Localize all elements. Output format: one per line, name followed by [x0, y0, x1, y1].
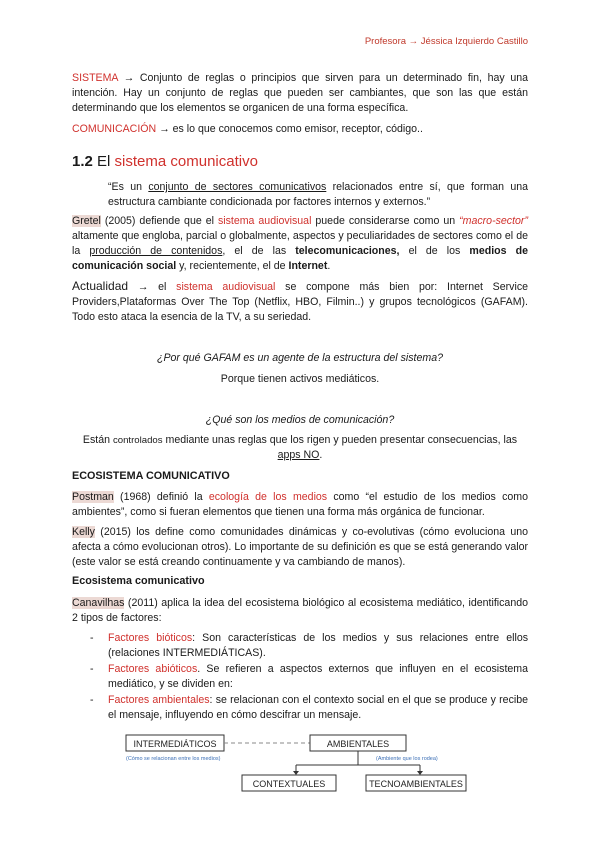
postman-name: Postman: [72, 491, 114, 503]
comunicacion-text: es lo que conocemos como emisor, receptor, código..: [172, 123, 423, 135]
factor-text: : Son características de los medios y sus relaciones entre ellos (relaciones INTERMEDIÁTICAS).: [108, 632, 529, 659]
list-dash: -: [90, 694, 94, 706]
sistema-text: Conjunto de reglas o principios que sirven para un determinado fin, hay una intención. Hay un conjunto de reglas que pueden ser cambiantes, que son las que están determinando que los elementos se organicen de una forma específica.: [72, 72, 529, 114]
answer-medios: [72, 433, 528, 463]
quote-open: “Es un: [108, 181, 149, 193]
ecosistema-subheading: Ecosistema comunicativo: [72, 575, 205, 587]
answer-medios-a2: mediante unas reglas que los rigen y pueden presentar consecuencias, las: [162, 434, 518, 446]
gretel-t7: .: [327, 260, 331, 272]
ecosystem-diagram: [120, 727, 472, 799]
answer-medios-a1: Están: [82, 434, 113, 446]
postman-paragraph: [72, 490, 528, 520]
gretel-produccion: producción de contenidos: [89, 245, 223, 257]
comunicacion-definition: [72, 122, 528, 137]
sistema-arrow: →: [117, 72, 140, 84]
actualidad-paragraph: [72, 279, 528, 325]
arrow-right-head: [417, 771, 423, 775]
gretel-t4: , el de las: [222, 245, 296, 257]
canavilhas-t1: (2011) aplica la idea del ecosistema biológico al ecosistema mediático, identificando 2 tipos de factores:: [72, 597, 528, 624]
ecosistema-heading: ECOSISTEMA COMUNICATIVO: [72, 470, 230, 482]
gretel-medios: medios de comunicación social: [72, 245, 528, 272]
gretel-telecom: telecomunicaciones,: [295, 245, 400, 257]
postman-t2: como “el estudio de los medios como ambientes”, como si fueran elementos que tienen una forma más orgánica de funcionar.: [72, 491, 529, 518]
note-left: (Cómo se relacionan entre los medios): [126, 756, 221, 762]
factor-text: . Se refieren a aspectos externos que influyen en el ecosistema mediático, y se dividen en:: [108, 663, 528, 690]
list-item: [72, 662, 528, 692]
gretel-name: Gretel: [72, 215, 101, 227]
factors-list: [72, 631, 528, 724]
factor-term: Factores bióticos: [108, 632, 193, 644]
canavilhas-paragraph: [72, 596, 528, 626]
list-item: [72, 693, 528, 723]
actualidad-sistema: sistema audiovisual: [176, 281, 276, 293]
gretel-t5: el de los: [399, 245, 470, 257]
gretel-t6: y, recientemente, el de: [176, 260, 289, 272]
kelly-name: Kelly: [72, 526, 95, 538]
note-right: (Ambiente que los rodea): [376, 756, 438, 762]
factor-term: Factores abióticos: [108, 663, 198, 675]
section-title: sistema comunicativo: [114, 153, 258, 170]
kelly-t1: (2015) los define como comunidades dinámicas y co-evolutivas (cómo evoluciona uno afecta a cómo evolucionan otros). Lo importante de su definición es que se está generando valor (este valor se está creando continuamente y va cambiando de manos).: [72, 526, 528, 568]
gretel-t3: altamente que engloba, parcial o globalmente, aspectos y peculiaridades de sectores como el de la: [72, 230, 528, 257]
quote-underlined: conjunto de sectores comunicativos: [148, 181, 327, 193]
gretel-macro-sector: “macro-sector”: [459, 215, 528, 227]
actualidad-t1: → el: [128, 281, 177, 293]
tecnoambientales-label: TECNOAMBIENTALES: [369, 779, 463, 789]
gretel-internet: Internet: [288, 260, 328, 272]
answer-gafam: Porque tienen activos mediáticos.: [220, 373, 380, 385]
postman-ecologia: ecología de los medios: [208, 491, 328, 503]
question-gafam: ¿Por qué GAFAM es un agente de la estructura del sistema?: [157, 352, 443, 364]
comunicacion-arrow: →: [156, 123, 173, 135]
section-pre: El: [97, 153, 115, 170]
answer-medios-apps: apps NO: [277, 449, 320, 461]
list-item: [72, 631, 528, 661]
ambientales-label: AMBIENTALES: [326, 739, 390, 749]
postman-t1: (1968) definió la: [113, 491, 209, 503]
kelly-paragraph: [72, 525, 528, 570]
intermediaticos-label: INTERMEDIÁTICOS: [133, 739, 217, 749]
actualidad-t2: se compone más bien por: Internet Service Providers,Plataformas Over The Top (Netflix, HBO, Filmin..) y grupos tecnológicos (GAFAM). Todo esto ataca la esencia de la TV, a su seriedad.: [72, 281, 529, 323]
gretel-paragraph: [72, 214, 528, 274]
page-header: Profesora → Jéssica Izquierdo Castillo: [364, 36, 528, 47]
list-dash: -: [90, 663, 94, 675]
sistema-term: SISTEMA: [72, 72, 118, 84]
question-medios: ¿Qué son los medios de comunicación?: [205, 414, 395, 426]
sistema-definition: [72, 71, 528, 116]
gretel-t1: (2005) defiende que el: [100, 215, 218, 227]
list-dash: -: [90, 632, 94, 644]
answer-medios-small: controlados: [112, 435, 163, 446]
answer-medios-a3: .: [319, 449, 323, 461]
definition-quote: [108, 180, 528, 210]
quote-rest: relacionados entre sí, que forman una estructura cambiante condicionada por factores internos y externos.”: [108, 181, 528, 208]
comunicacion-term: COMUNICACIÓN: [72, 123, 157, 135]
factor-text: : se relacionan con el contexto social en el que se produce y recibe el mensaje, influyendo en cómo descifrar un mensaje.: [108, 694, 529, 721]
contextuales-label: CONTEXTUALES: [252, 779, 326, 789]
gretel-sistema-audiovisual: sistema audiovisual: [217, 215, 312, 227]
gretel-t2: puede considerarse como un: [311, 215, 460, 227]
section-heading-1-2: [72, 153, 258, 170]
actualidad-word: Actualidad: [72, 279, 129, 293]
arrow-left-head: [293, 771, 299, 775]
factor-term: Factores ambientales: [108, 694, 210, 706]
section-number: 1.2: [72, 153, 93, 170]
canavilhas-name: Canavilhas: [72, 597, 125, 609]
